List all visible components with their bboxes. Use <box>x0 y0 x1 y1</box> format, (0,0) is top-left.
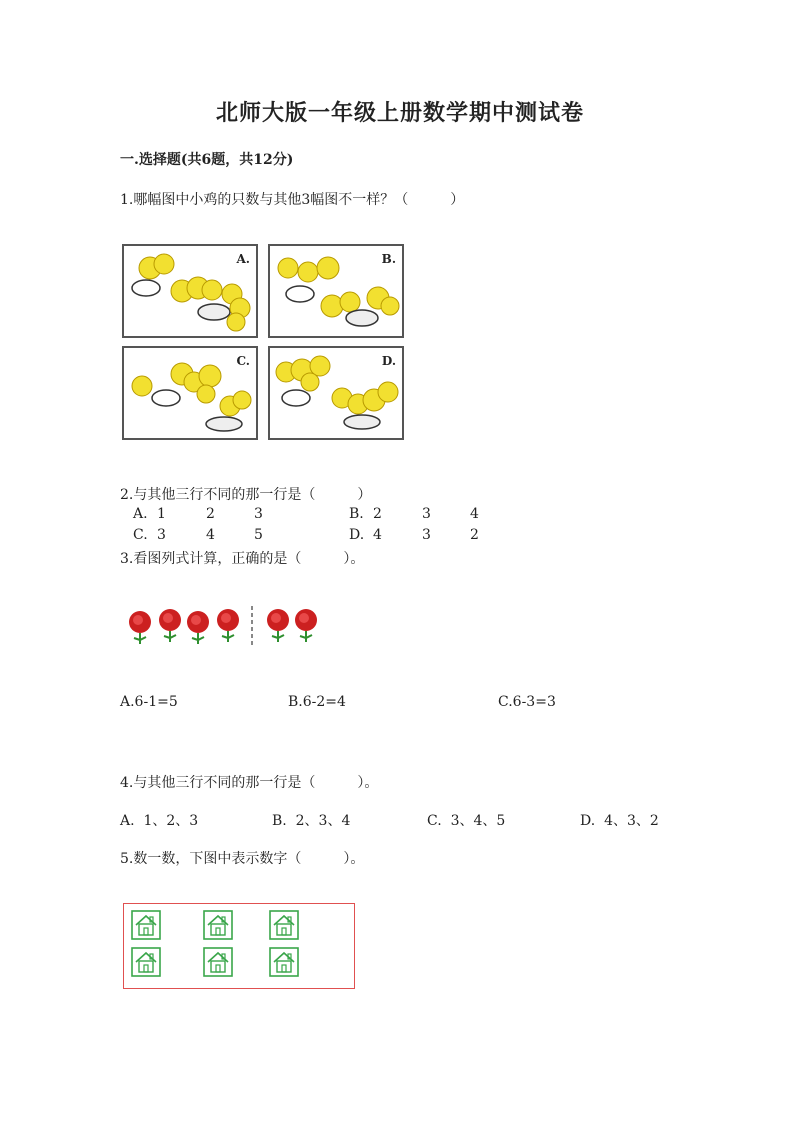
section-heading: 一.选择题(共6题，共12分) <box>120 152 294 168</box>
rose-icon <box>187 611 209 644</box>
question-3: 3.看图列式计算，正确的是（ ）。 <box>120 551 365 567</box>
option-c[interactable]: C. 3 4 5 <box>133 527 263 543</box>
option-c[interactable]: C. 3、4、5 <box>427 813 506 829</box>
house-icon <box>132 911 160 939</box>
rose-illustration <box>122 604 328 648</box>
option-d[interactable]: D. 4 3 2 <box>349 527 479 543</box>
option-d[interactable]: D. 4、3、2 <box>580 813 659 829</box>
chick-picture <box>122 244 406 442</box>
rose-icon <box>295 609 317 642</box>
house-picture <box>123 903 355 989</box>
panel-label: B. <box>381 252 396 266</box>
option-b[interactable]: B. 2 3 4 <box>349 506 479 522</box>
option-a[interactable]: A. 1 2 3 <box>133 506 263 522</box>
rose-icon <box>217 609 239 642</box>
chick-panel-d <box>268 346 404 440</box>
option-c[interactable]: C.6-3=3 <box>498 694 556 710</box>
question-4: 4.与其他三行不同的那一行是（ ）。 <box>120 775 379 791</box>
option-a[interactable]: A.6-1=5 <box>120 694 178 710</box>
panel-label: C. <box>236 354 250 368</box>
chick-panel-b <box>268 244 404 338</box>
chick-panel-a <box>122 244 258 338</box>
chick-panel-c <box>122 346 258 440</box>
option-a[interactable]: A. 1、2、3 <box>120 813 199 829</box>
page-title: 北师大版一年级上册数学期中测试卷 <box>215 100 584 126</box>
house-icon <box>270 948 298 976</box>
option-b[interactable]: B. 2、3、4 <box>272 813 351 829</box>
house-icon <box>204 911 232 939</box>
option-b[interactable]: B.6-2=4 <box>288 694 346 710</box>
rose-picture <box>122 604 328 648</box>
rose-icon <box>159 609 181 642</box>
question-1: 1.哪幅图中小鸡的只数与其他3幅图不一样？（ ） <box>120 192 465 208</box>
house-icon <box>132 948 160 976</box>
house-icon <box>204 948 232 976</box>
rose-icon <box>129 611 151 644</box>
question-2: 2.与其他三行不同的那一行是（ ） <box>120 487 372 503</box>
panel-label: A. <box>236 252 250 266</box>
question-5: 5.数一数，下图中表示数字（ ）。 <box>120 851 365 867</box>
house-icon <box>270 911 298 939</box>
house-illustration <box>124 904 353 987</box>
panel-label: D. <box>381 354 396 368</box>
rose-icon <box>267 609 289 642</box>
